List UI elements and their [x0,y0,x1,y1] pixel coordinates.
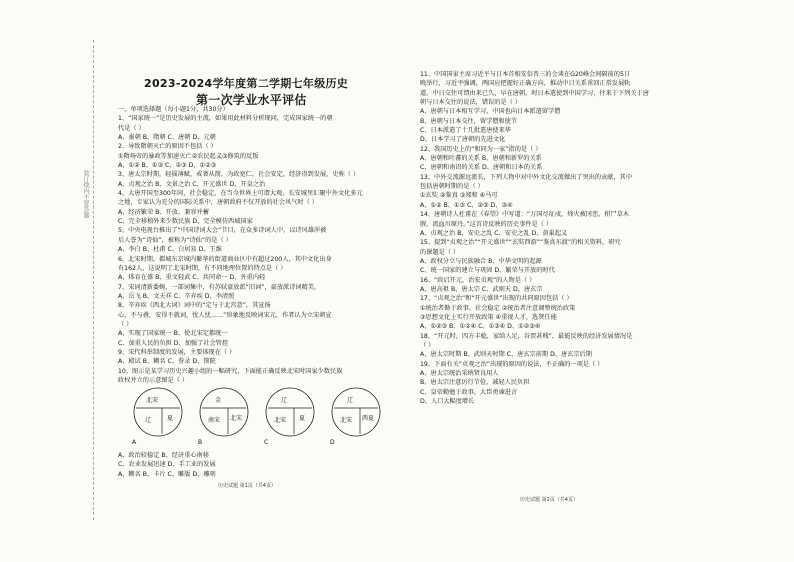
question-line: D、人口大幅度增长 [420,398,475,406]
map-circle [266,388,314,436]
question-line: A、①② B、①③ C、②③ D、③④ [420,201,513,209]
exam-title: 2023-2024学年度第二学期七年级历史 [144,77,349,90]
question-line: C、唐朝和南诏的关系 D、唐朝和日本的关系 [420,164,543,172]
map-circle [134,388,182,436]
question-line: 的课题是（ ） [420,248,460,256]
map-circle [200,388,248,436]
map-circle [332,388,380,436]
question-line: A、①②③ B、①②④ C、①③④ D、①②③④ [420,323,541,331]
question-line: 后人誉为“诗仙”，被称为“诗仙”的是（ ） [118,236,232,244]
question-line: 7、宋词清新委婉，一部词集中，有苏轼豪放派“旧词”，豪放派诗词精美， [118,283,321,291]
question-line: 3、唐太宗时期，轻徭薄赋，戒奢从简，为政宽仁，社会安定，经济得到发展，史称（ ） [118,171,360,179]
question-line: C、日本派遣了十几批遣唐使来华 [420,127,511,135]
map-option-label: B [198,439,203,446]
question-line: A、贞观之治 B、安史之乱 C、安史之乱 D、黄巢起义 [420,229,568,237]
question-line: 17、“贞观之治”和“开元盛世”出现的共同原因包括（ ） [420,295,573,303]
question-line: A、贞观之治 B、文景之治 C、开元盛世 D、开皇之治 [118,180,266,188]
map-region-label: 金 [214,397,222,404]
binding-dashed-line [93,40,94,520]
question-line: A、政权分立与民族融合 B、中华文明的起源 [420,257,542,265]
question-line: A、殿试 B、糊名 C、誊录 D、锁院 [118,358,216,366]
map-option-a [132,388,182,446]
question-line: 13、中外交流源远流长，下列人物中对中外文化交流做出了突出的贡献，其中 [420,173,633,181]
map-option-label: C [264,439,269,446]
question-line: A、唐太宗统治采纳贤良用人 [420,370,499,377]
question-line: C、加重人民的负担 D、加强了社会管控 [118,339,229,347]
left-page-questions [118,105,402,385]
question-line: 政权并立的示意图是（ ） [118,376,189,384]
question-line: 12、我国历史上的“和同为一家”指的是（ ） [420,145,542,153]
question-line: C、统一国家的建立与巩固 D、繁荣与开放的时代 [420,267,555,275]
map-option-b [198,388,248,446]
question-line: 4、大唐开国至300年间，社会稳定，在当今世界上可谓大观，长安城里汇聚中外文化多元 [118,190,363,198]
map-option-label: D [330,439,335,446]
question-line: 心，不与叠，安得不就词，忧人忧……”形象地反映词宋元，作者认为立宋朝宣 [118,311,332,319]
question-line: A、经济繁荣 B、开放、兼容并蓄 [118,208,209,216]
question-line: A、唐高祖 B、唐太宗 C、武则天 D、唐玄宗 [420,285,543,293]
question-line: A、实现了国家统一 B、使北宋定都统一 [118,330,228,338]
map-region-label: 南宋 [207,417,221,424]
question-line: 6、北宋时期，都城东京城内繁华的街道商业区中有超过200人，其中文化出身 [118,255,332,263]
right-page-footer: 历史试题 第2页（共4页） [520,497,578,503]
question-line: C、农业发展迅速 D、手工业的发展 [118,461,216,469]
question-line: 2、导致隋朝灭亡的原因不包括（ ） [118,143,217,151]
question-line: A、岳飞 B、文天祥 C、辛弃疾 D、李清照 [118,292,235,300]
question-line: A、李白 B、杜甫 C、白居易 D、王维 [118,246,222,254]
question-line: C、皇帝勤勉于政事，大臣勇谏进言 [420,388,518,396]
map-option-c [264,388,314,446]
question-line: C、完全移植外来少数民族 D、完全模仿西域国家 [118,218,253,226]
question-line: 1、“国家统一”是历史发展的主流，如果用此材料分析现问，完成国家统一的朝 [118,115,333,123]
question-line: 14、唐朝诗人杜甫在《春望》中写道：“万国尽征戍，烽火被冈峦，积尸草木 [420,211,630,219]
question-line: 代是（ ） [118,124,145,132]
question-line: 朝与日本交往的说法，错误的是（ ） [420,99,521,107]
question-line: 8、辛弃疾《西北大词》词中的“定与于北宫意”，其宣扬 [118,302,271,310]
question-line: A、秦朝 B、隋朝 C、唐朝 D、元朝 [118,134,216,142]
question-line: ①玄奘 ②鉴真 ③郑和 ④马可 [420,192,498,200]
question-line: 腥，流血川原丹。”这首诗反映的历史事件是（ ） [420,220,553,228]
question-line: 晚举行，习近平强调，两国应把握好正确方向，推动中日关系重回正常发展轨 [420,80,631,88]
question-line: A、唐太宗时期 B、武则天时期 C、唐玄宗前期 D、唐玄宗后期 [420,351,592,359]
map-region-label: 北宋 [145,397,159,404]
question-line: 10、图示是某学习历史兴趣小组的一幅研究，下面能正确反映北宋时国家少数民族 [118,367,343,375]
map-region-label: 辽 [144,417,152,424]
question-line: 之地，专家认为充分的国际关系中，唐朝政府不仅开放的社会风气时（ ） [118,199,318,207]
question-line: A、唐朝和吐蕃的关系 B、唐朝和新罗的关系 [420,155,542,163]
map-region-label: 夏 [298,415,306,422]
question-line: 包括唐朝时期的是（ ） [420,183,484,191]
question-line: （ ） [118,320,133,328]
map-region-label: 北宋 [339,417,353,424]
question-line: 18、“开元时，四方丰稔，家给人足，谷贾甚贱”，最能反映的经济发展情况是 [420,332,633,340]
question-line: A、政治较稳定 B、经济重心南移 [118,452,209,459]
left-page-footer: 历史试题 第1页（共4页） [218,483,276,489]
right-page-questions [420,70,692,406]
question-line: B、唐太宗注意厉行节俭，减轻人民负担 [420,379,530,387]
question-line: B、唐朝与日本交往，留学僧和使节 [420,117,518,125]
question-line: 11、中国国家主席习近平与日本首相安倍晋三的会谈在G20峰会间隔前的5日 [420,71,631,78]
map-region-label: 夏 [166,415,174,422]
question-10-maps [128,380,388,452]
question-line: A、唐朝与日本相互学习，中国也向日本派遣留学僧 [420,108,561,116]
question-line: 19、下面有关“贞观之治”出现的原因的说法，不正确的一项是（ ） [420,360,604,368]
question-line: ①隋炀帝的暴政等加速灭亡②农民起义③修筑的反叛 [118,152,259,160]
map-region-label: 辽 [346,397,354,404]
question-line: 道，中日交往可谓由来已久，早在唐朝，时日本遣使到中国学习，往来于下列关于唐 [420,89,649,97]
binding-margin-text: 装订线内不要答题 [82,170,89,218]
question-line: 5、中央电视台推出了“中国诗词大会”节目，在众多诗词人中，以诗风雄浑被 [118,227,327,235]
map-region-label: 辽 [280,397,288,404]
question-line: D、日本学习了唐朝的先进文化 [420,136,506,144]
question-line: 有162人，这说明了北宋时期，有不同地理位置的特点是（ ） [118,264,287,272]
exam-subtitle: 第一次学业水平评估 [196,93,307,107]
question-line: ③思想文化上实行开放政策 ④重视人才，选贤任能 [420,313,557,321]
question-line: A、糊名 B、卡片 C、雕版 D、雕刻 [118,470,216,478]
question-line: 一、单项选择题（每小题1分，共30分） [118,106,229,113]
question-line: ①统治者勤于政事，社会稳定 ②统治者注意调整统治政策 [420,304,576,312]
question-line: A、①② B、①③ C、②③ D、①②③ [118,162,217,170]
question-line: 9、宋代科举制度的发展，主要体现在（ ） [118,348,236,356]
map-option-d [330,388,380,446]
map-region-label: 北宋 [229,415,243,422]
left-page-bottom-questions [118,451,402,479]
question-line: （ ） [420,341,435,349]
map-region-label: 西夏 [361,415,375,422]
question-line: 15、提到“贞观之治”“开元盛世”“玄奘西游”“鉴真东渡”的相关资料，研究 [420,239,621,247]
question-line: 16、“政启开元，治宏贞观”的人物是（ ） [420,276,536,284]
map-option-label: A [132,439,137,446]
map-region-label: 北宋 [273,417,287,424]
question-line: A、体育在盛 B、重文轻武 C、共同命一 D、外重内轻 [118,274,266,282]
